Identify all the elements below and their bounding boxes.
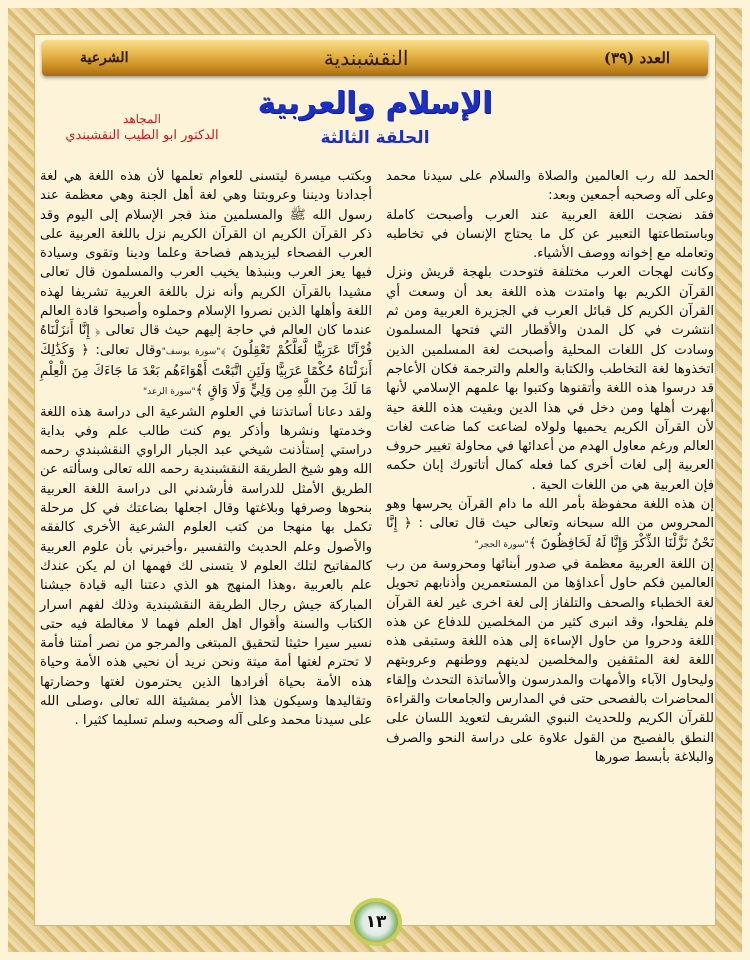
sura-reference: "سورة الرعد" (142, 387, 196, 398)
page-number: ١٣ (365, 912, 387, 932)
paragraph (386, 495, 714, 555)
magazine-title: النقشبندية (323, 46, 409, 70)
quran-verse: إن هذه اللغة محفوظة بأمر الله ما دام القرآن يحرسها وهو المحروس من الله سبحانه وتعالى حيث قال تعالى : ﴿ إِنَّا نَحْنُ نَزَّلْنَا الذِّكْرَ وَإِنَّا لَهُ لَحَافِظُونَ ﴾ (386, 497, 714, 551)
paragraph: إن اللغة العربية معظمة في صدور أبنائها ومحروسة من رب العالمين فكم حاول أعداؤها من المستعمرين وأذنابهم تحويل لغة الخطباء والصحف والتلفاز إلى لغة اخرى غير لغة القرآن فلم يفلحوا، وقد انبرى كثير من المخلصين للدفاع عن هذه اللغة ودحروا من حاول الإساءة إلى هذه اللغة وستبقى هذه اللغة لغة المثقفين والمخلصين لدينهم ووطنهم وعروبتهم وليحاول الآباء والأمهات والمدرسون والأساتذة التحدث وإلقاء المحاضرات بالفصحى حتى في المدارس والجامعات والقراءة للقرآن الكريم وللحديث النبوي الشريف لتعويد اللسان على النطق بالفصيح من القول علاوة على دراسة النحو والصرف والبلاغة بأبسط صورها (386, 556, 714, 765)
text-column-left (40, 167, 372, 731)
issue-number: العدد (٣٩) (603, 49, 670, 67)
paragraph-text: وبكتب ميسرة ليتسنى للعوام تعلمها لأن هذه اللغة هي لغة أجدادنا وديننا وعروبتنا وهي لغة أهل الجنة وهي معظمة عند رسول الله ﷺ والمسلمين منذ فجر الإسلام إلى اليوم وقد ذكر القرآن الكريم ان القرآن الكريم نزل باللغة العربية على العرب الفصحاء ليزيدهم فصاحة وعلما ودينا وتقوى وسيادة فيها يعز العرب وبنبذها يخيب العرب والمسلمون قال تعالى مشيدا بالقرآن الكريم وأنه نزل باللغة العربية تشريفا لهذه اللغة وأهلها الذين نصروا الإسلام وحملوه وأصبحوا قادة العالم عندما كان العالم في حاجة إليهم حيث قال تعالى ﴿ إِنَّا أَنزَلْنَاهُ قُرْآنًا عَرَبِيًّا لَّعَلَّكُمْ تَعْقِلُونَ ﴾ (40, 169, 372, 358)
paragraph: ولقد دعانا أساتذتنا في العلوم الشرعية الى دراسة هذه اللغة وخدمتها ونشرها وأذكر يوم كنت طالب علم وفي بداية دراستي إستأذنت شيخي عبد الجبار الراوي النقشبندي رحمه الله وهو شيخ الطريقة النقشبندية رحمه الله تعالى وسألته عن الطريق الأمثل للدراسة فأرشدني الى دراسة اللغة العربية بنحوها وصرفها وبلاغتها وقال اجعلها بضاعتك في كل مرحلة تكمل بها منهجا من كتب العلوم الشرعية الأخرى كالفقه والأصول وعلم الحديث والتفسير ،وأخبرني بأن علوم العربية كالمفاتيح لتلك العلوم لا يتسنى لك فهمها ان لم يكن عندك علم بالعربية ،وهذا المنهج هو الذي دعتنا اليه قيادة جيشنا المباركة جيش رجال الطريقة النقشبندية وذلك لفهم اسرار الكتاب والسنة وأقوال اهل العلم فهما لا مغالطة فيه حتى نسير سيرا حثيثا لتحقيق المبتغى والمرجو من نصر أمتنا فأمة لا تحترم لغتها أمة ميتة ونحن نريد أن نحيي هذه الأمة وحياة هذه الأمة بحياة أفرادها الذين يحترمون لغتها وحضارتها وتقاليدها وسيكون هذا الأمر بمشيئة الله تعالى ،وصلى الله على سيدنا محمد وعلى آله وصحبه وسلم تسليما كثيرا . (40, 404, 372, 729)
article-subtitle: الحلقة الثالثة (320, 128, 430, 148)
paragraph (40, 167, 372, 403)
quran-verse: وقال تعالى: ﴿ وَكَذَٰلِكَ أَنزَلْنَاهُ حُكْمًا عَرَبِيًّا وَلَئِنِ اتَّبَعْتَ أَهْوَاءَهُم بَعْدَ مَا جَاءَكَ مِنَ الْعِلْمِ مَا لَكَ مِنَ اللَّهِ مِن وَلِيٍّ وَلَا وَاقٍ ﴾ (40, 342, 372, 399)
sura-reference: "سورة الحجر" (474, 539, 529, 550)
article-title: الإسلام والعربية (257, 86, 493, 121)
author-name: الدكتور ابو الطيب النقشبندي (65, 128, 219, 143)
page-number-badge (352, 900, 400, 944)
paragraph: الحمد لله رب العالمين والصلاة والسلام على سيدنا محمد وعلى آله وصحبه أجمعين وبعد: (386, 169, 714, 204)
paragraph: فقد نضجت اللغة العربية عند العرب وأصبحت كاملة وباستطاعتها التعبير عن كل ما يحتاج الإنسان في تخاطبه وتعامله مع إخوانه ووصف الأشياء. (386, 207, 714, 262)
sura-reference: "سورة يوسف" (161, 346, 221, 357)
author-role: المجاهد (123, 112, 161, 126)
author-signature (52, 112, 232, 143)
header-banner (42, 40, 708, 76)
paragraph: وكانت لهجات العرب مختلفة فتوحدت بلهجة قريش ونزل القرآن الكريم بها وامتدت هذه اللغة بعد أن وسعت أي القرآن الكريم كل قبائل العرب في الجزيرة العربية ومن ثم انتشرت في كل المدن والأقطار التي فتحها المسلمون وسادت كل اللغات المحلية وأصبحت لغة المسلمين الذين اتخذوها لغة التخاطب والكتابة والعلم والترجمة فكان الأعاجم قد درسوا هذه اللغة وأتقنوها وكتبوا بها علمهم الإسلامي لأنها أبهرت أهلها ومن دخل في هذا الدين وبقيت هذه اللغة حية لأن القرآن الكريم يحميها ولولاه لضاعت كما ضاعت لغات العالم ورغم معاول الهدم من أعدائها في محاولة تغيير حروف العربية إلى لغات أخرى كما فعله كمال أتاتورك إبان حكمه فإن العربية هي من اللغات الحية . (386, 265, 714, 493)
text-column-right (386, 167, 714, 767)
section-name: الشرعية (80, 50, 129, 66)
